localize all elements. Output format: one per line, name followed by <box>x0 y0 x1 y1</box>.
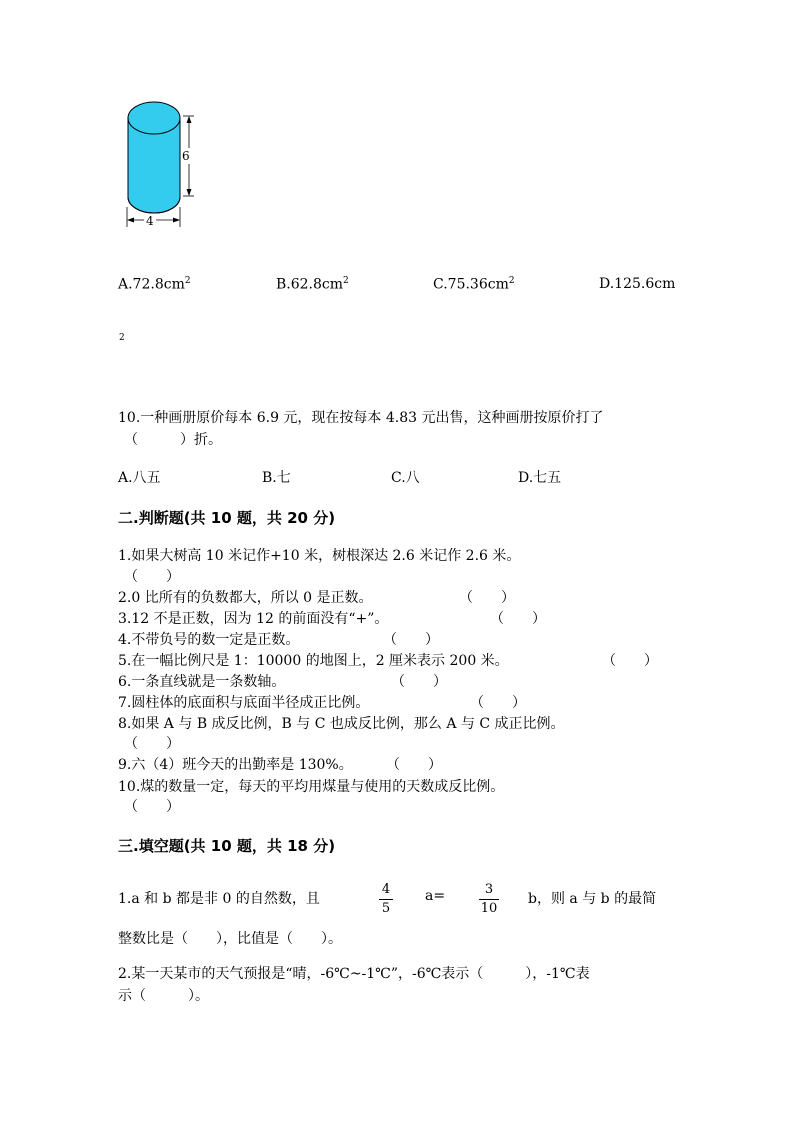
fill-q2-line2: 示（ ）。 <box>118 988 209 1004</box>
q10-option-c: C.八 <box>391 470 420 486</box>
judge-item-7: 7.圆柱体的底面积与底面半径成正比例。 <box>118 695 370 711</box>
judge-blank-5: （ ） <box>602 653 658 669</box>
q10-option-a: A.八五 <box>118 470 161 486</box>
fill-q1-tail: b，则 a 与 b 的最简 <box>528 891 657 907</box>
section3-title: 三.填空题(共 10 题，共 18 分) <box>118 837 336 855</box>
judge-item-10: 10.煤的数量一定，每天的平均用煤量与使用的天数成反比例。 <box>118 779 505 795</box>
judge-blank-7: （ ） <box>470 695 526 711</box>
judge-blank-9: （ ） <box>386 757 442 773</box>
judge-blank-8: （ ） <box>124 736 180 752</box>
judge-item-5: 5.在一幅比例尺是 1：10000 的地图上，2 厘米表示 200 米。 <box>118 653 509 669</box>
judge-item-2: 2.0 比所有的负数都大，所以 0 是正数。 <box>118 590 373 606</box>
option-a: $A.72.8cm^2$ <box>118 276 191 293</box>
height-label: 6 <box>182 149 190 163</box>
judge-item-4: 4.不带负号的数一定是正数。 <box>118 632 300 648</box>
option-c: $C.75.36cm^2$ <box>433 276 515 293</box>
judge-blank-3: （ ） <box>490 611 546 627</box>
q10-line1: 10.一种画册原价每本 6.9 元，现在按每本 4.83 元出售，这种画册按原价打了 <box>118 410 604 426</box>
judge-blank-2: （ ） <box>459 590 515 606</box>
fraction-three-tenths: 3 10 <box>480 882 498 916</box>
fill-q1-mid: a= <box>425 888 446 904</box>
judge-blank-10: （ ） <box>124 799 180 815</box>
option-b: $B.62.8cm^2$ <box>276 276 349 293</box>
option-d-superscript: 2 <box>119 333 125 343</box>
judge-item-9: 9.六（4）班今天的出勤率是 130%。 <box>118 757 353 773</box>
diameter-label: 4 <box>146 214 154 228</box>
cylinder-figure <box>118 92 203 232</box>
cylinder-top <box>128 102 180 134</box>
q10-option-d: D.七五 <box>518 470 562 486</box>
fraction-four-fifths: 4 5 <box>379 882 393 917</box>
judge-blank-1: （ ） <box>124 569 180 585</box>
fill-q2-line1: 2.某一天某市的天气预报是“晴，-6℃~-1℃”，-6℃表示（ ），-1℃表 <box>118 966 590 982</box>
fill-q1-line2: 整数比是（ ），比值是（ ）。 <box>118 931 342 947</box>
judge-blank-4: （ ） <box>383 632 439 648</box>
fill-q1-lead: 1.a 和 b 都是非 0 的自然数，且 <box>118 891 320 907</box>
judge-blank-6: （ ） <box>391 674 447 690</box>
option-d: D.125.6cm <box>599 276 676 292</box>
q10-option-b: B.七 <box>262 470 291 486</box>
section2-title: 二.判断题(共 10 题，共 20 分) <box>118 509 336 527</box>
judge-item-8: 8.如果 A 与 B 成反比例，B 与 C 也成反比例，那么 A 与 C 成正比例。 <box>118 716 565 732</box>
judge-item-1: 1.如果大树高 10 米记作+10 米，树根深达 2.6 米记作 2.6 米。 <box>118 548 521 564</box>
q10-line2: （ ）折。 <box>124 432 222 448</box>
judge-item-3: 3.12 不是正数，因为 12 的前面没有“+”。 <box>118 611 389 627</box>
judge-item-6: 6.一条直线就是一条数轴。 <box>118 674 286 690</box>
